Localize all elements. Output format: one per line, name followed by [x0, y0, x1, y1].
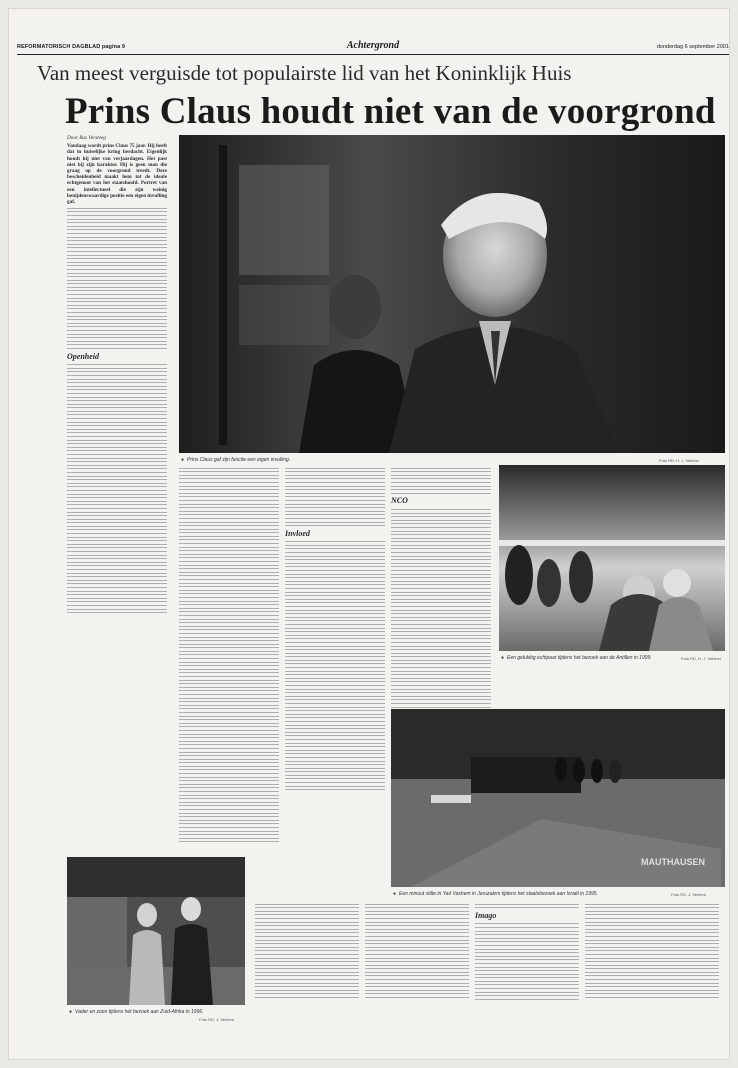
- caption-yad-vashem: ● Een minuut stilte in Yad Vashem in Jeruzalem tijdens het staatsbezoek aan Israël in 1995.: [393, 891, 598, 897]
- caption-main-photo: ● Prins Claus gaf zijn functie een eigen invulling.: [181, 457, 291, 463]
- lead-paragraph: Vandaag wordt prins Claus 75 jaar. Hij heeft dat in huiselijke kring herdacht. Eigenlijk houdt hij niet van verjaardagen. Het past niet bij zijn karakter. Hij is geen man die graag op de voorgrond treedt. Deze bescheidenheid maakt hem tot de ideale echtgenoot van het staatshoofd. Portret van een intellectueel die zijn weinig benijdenswaardige positie een eigen invulling gaf.: [67, 143, 168, 206]
- caption-bullet-icon: ●: [69, 1009, 73, 1015]
- body-text: [285, 468, 385, 527]
- body-text: [285, 541, 385, 790]
- subheading-imago: Imago: [475, 910, 497, 920]
- body-text: [475, 923, 579, 999]
- masthead: [17, 37, 729, 55]
- credit-main-photo: Foto RD, H. J. Vetcher: [659, 458, 700, 463]
- antilles-image: [499, 465, 725, 651]
- kicker: Van meest verguisde tot populairste lid van het Koninklijk Huis: [37, 61, 572, 85]
- caption-south-africa: ● Vader en zoon tijdens het bezoek aan Zuid-Afrika in 1996.: [69, 1009, 204, 1015]
- column-7: [475, 901, 579, 1046]
- column-1: [67, 135, 167, 851]
- portrait-image: [179, 135, 725, 453]
- mauthausen-inscription: MAUTHAUSEN: [641, 857, 705, 867]
- body-text: [585, 904, 719, 998]
- byline: Door Bas Versteeg: [67, 135, 106, 141]
- subheading-invloed: Invloed: [285, 528, 310, 538]
- photo-south-africa: [67, 857, 245, 1005]
- issue-date: donderdag 6 september 2001: [656, 44, 729, 50]
- caption-bullet-icon: ●: [501, 655, 505, 661]
- caption-bullet-icon: ●: [393, 891, 397, 897]
- south-africa-image: [67, 857, 245, 1005]
- main-photo-prins-claus: [179, 135, 725, 453]
- subheading-openheid: Openheid: [67, 351, 99, 361]
- credit-antilles: Foto RD, H. J. Vetcher: [681, 656, 722, 661]
- subheading-nco: NCO: [391, 496, 408, 506]
- body-text: [365, 904, 469, 998]
- paper-name: REFORMATORISCH DAGBLAD pagina 9: [17, 44, 126, 50]
- column-5: [255, 901, 359, 1046]
- section-name: Achtergrond: [346, 40, 400, 51]
- yad-vashem-image: [391, 709, 725, 887]
- body-text: [475, 904, 579, 909]
- caption-antilles: ● Een gelukkig echtpaar tijdens het bezoek aan de Antillen in 1999.: [501, 655, 652, 661]
- credit-yad-vashem: Foto RD, J. Verkerk: [671, 892, 706, 897]
- photo-yad-vashem: [391, 709, 725, 887]
- photo-antilles: [499, 465, 725, 651]
- credit-south-africa: Foto RD, J. Verkerk: [199, 1017, 234, 1022]
- column-2: [179, 465, 279, 855]
- body-text: [391, 468, 491, 494]
- column-6: [365, 901, 469, 1046]
- headline: Prins Claus houdt niet van de voorgrond: [65, 91, 716, 132]
- caption-bullet-icon: ●: [181, 457, 185, 463]
- column-8: [585, 901, 719, 1046]
- newspaper-page: [8, 8, 730, 1060]
- body-text: [255, 904, 359, 998]
- column-3: [285, 465, 385, 855]
- body-text: [67, 364, 167, 613]
- body-text: [179, 468, 279, 843]
- body-text: [67, 208, 167, 349]
